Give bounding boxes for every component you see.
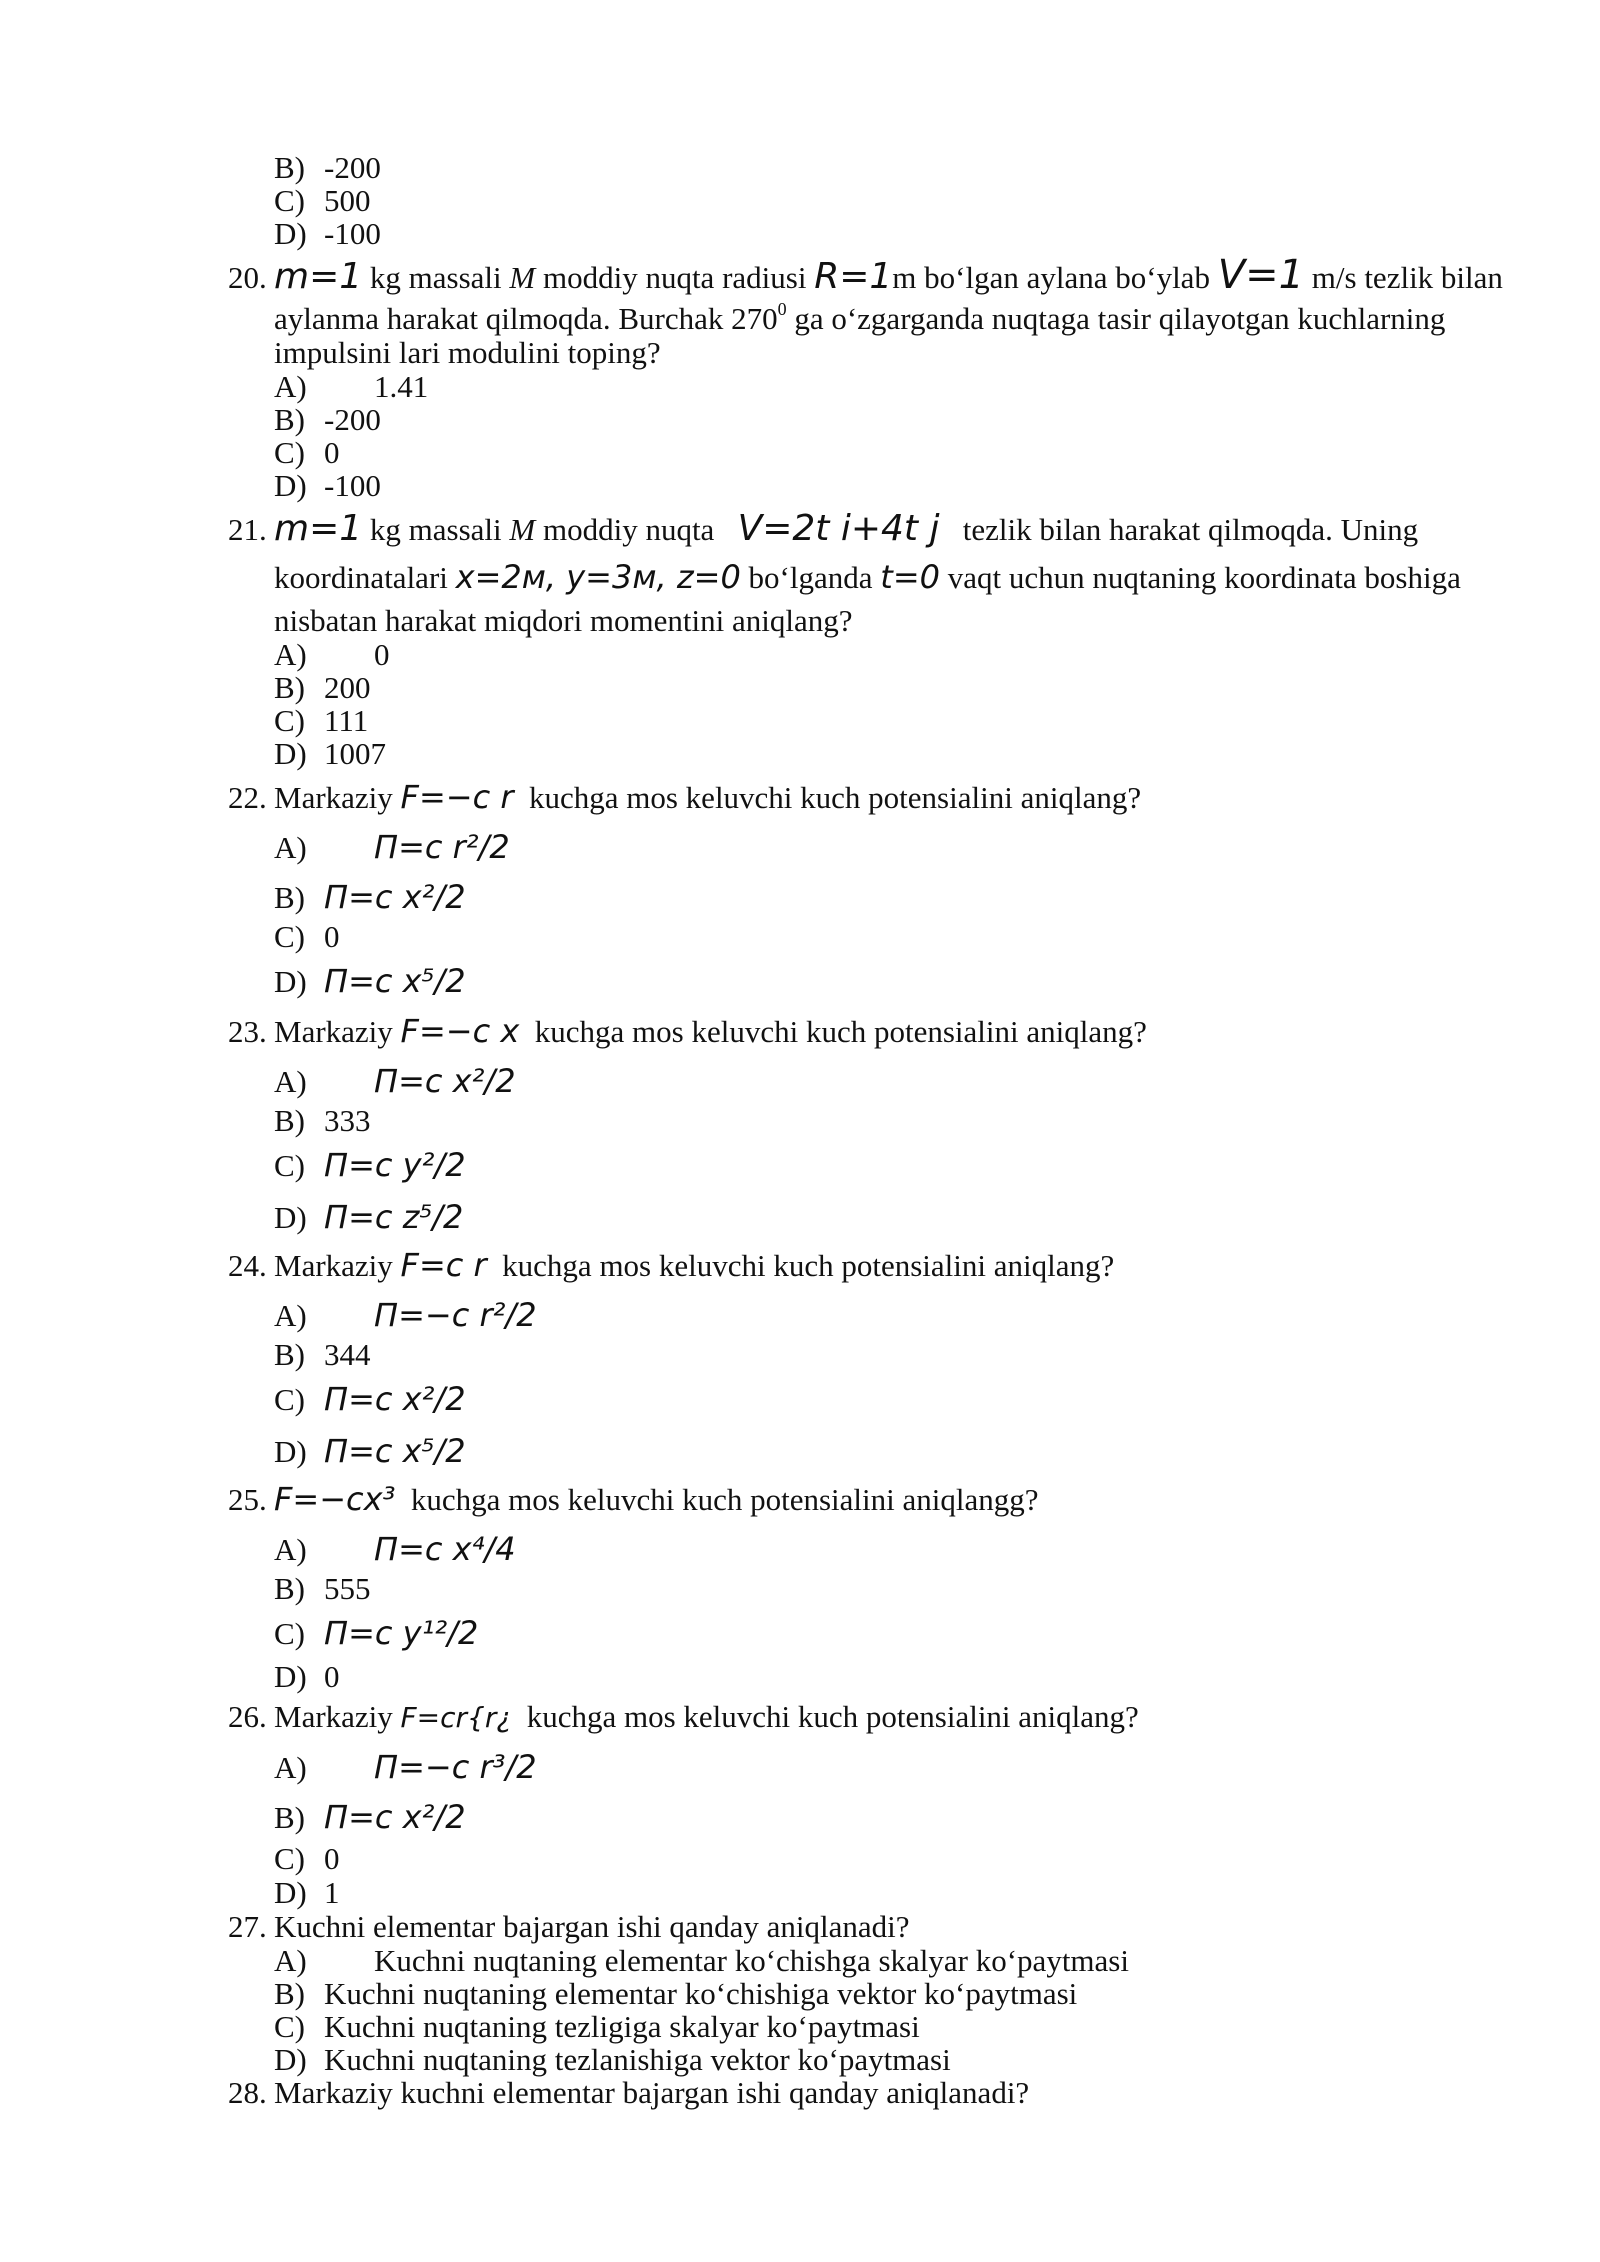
question-21-line2: koordinatalari x=2м, y=3м, z=0 bo‘lganda t=0 vaqt uchun nuqtaning koordinata boshiga xyxy=(274,558,1461,596)
option-a: A) Π=c x²/2 xyxy=(274,1062,516,1100)
option-d: D) 1007 xyxy=(274,736,386,771)
option-b: B) 200 xyxy=(274,670,371,705)
question-26: 26. Markaziy F=cr{r¿ kuchga mos keluvchi kuch potensialini aniqlang? xyxy=(228,1699,1139,1734)
question-28: 28. Markaziy kuchni elementar bajargan ishi qanday aniqlanadi? xyxy=(228,2075,1030,2110)
option-c: C) Kuchni nuqtaning tezligiga skalyar ko‘paytmasi xyxy=(274,2009,920,2044)
option-c: C) Π=c y²/2 xyxy=(274,1146,466,1184)
question-22: 22. Markaziy F=−c r kuchga mos keluvchi kuch potensialini aniqlang? xyxy=(228,778,1142,816)
option-b: B) -200 xyxy=(274,150,381,185)
option-c: C) 0 xyxy=(274,435,340,470)
option-c: C) 0 xyxy=(274,1841,340,1876)
question-23: 23. Markaziy F=−c x kuchga mos keluvchi kuch potensialini aniqlang? xyxy=(228,1012,1147,1050)
option-a: A) Π=−c r³/2 xyxy=(274,1748,537,1786)
option-d: D) -100 xyxy=(274,216,381,251)
option-a: A) Π=c r²/2 xyxy=(274,828,510,866)
option-b: B) 555 xyxy=(274,1571,371,1606)
question-20-line3: impulsini lari modulini toping? xyxy=(274,335,661,370)
option-b: B) Kuchni nuqtaning elementar ko‘chishiga vektor ko‘paytmasi xyxy=(274,1976,1078,2011)
option-b: B) 333 xyxy=(274,1103,371,1138)
option-c: C) Π=c y¹²/2 xyxy=(274,1614,479,1652)
question-21-line3: nisbatan harakat miqdori momentini aniqlang? xyxy=(274,603,853,638)
option-a: A) Kuchni nuqtaning elementar ko‘chishga skalyar ko‘paytmasi xyxy=(274,1943,1129,1978)
option-b: B) Π=c x²/2 xyxy=(274,1798,466,1836)
question-21: 21. m=1 kg massali M moddiy nuqta V=2t i+4t j tezlik bilan harakat qilmoqda. Uning xyxy=(228,508,1419,549)
question-20-line2: aylanma harakat qilmoqda. Burchak $270^0$ ga o‘zgarganda nuqtaga tasir qilayotgan kuchlarning xyxy=(274,299,1446,336)
option-a: A) 1.41 xyxy=(274,369,429,404)
option-d: D) Π=c x⁵/2 xyxy=(274,962,466,1000)
option-b: B) 344 xyxy=(274,1337,371,1372)
question-20: 20. m=1 kg massali M moddiy nuqta radiusi R=1m bo‘lgan aylana bo‘ylab V=1 m/s tezlik bilan xyxy=(228,252,1503,298)
question-27: 27. Kuchni elementar bajargan ishi qanday aniqlanadi? xyxy=(228,1909,910,1944)
option-b: B) Π=c x²/2 xyxy=(274,878,466,916)
option-d: D) -100 xyxy=(274,468,381,503)
option-c: C) 111 xyxy=(274,703,369,738)
option-d: D) 1 xyxy=(274,1875,340,1910)
option-a: A) Π=c x⁴/4 xyxy=(274,1530,516,1568)
option-b: B) -200 xyxy=(274,402,381,437)
option-c: C) Π=c x²/2 xyxy=(274,1380,466,1418)
option-c: C) 0 xyxy=(274,919,340,954)
question-24: 24. Markaziy F=c r kuchga mos keluvchi kuch potensialini aniqlang? xyxy=(228,1246,1115,1284)
option-d: D) Kuchni nuqtaning tezlanishiga vektor ko‘paytmasi xyxy=(274,2042,951,2077)
option-d: D) Π=c z⁵/2 xyxy=(274,1198,464,1236)
option-a: A) 0 xyxy=(274,637,390,672)
option-d: D) 0 xyxy=(274,1659,340,1694)
option-a: A) Π=−c r²/2 xyxy=(274,1296,537,1334)
option-c: C) 500 xyxy=(274,183,371,218)
question-25: 25. F=−cx³ kuchga mos keluvchi kuch potensialini aniqlangg? xyxy=(228,1480,1039,1518)
option-d: D) Π=c x⁵/2 xyxy=(274,1432,466,1470)
